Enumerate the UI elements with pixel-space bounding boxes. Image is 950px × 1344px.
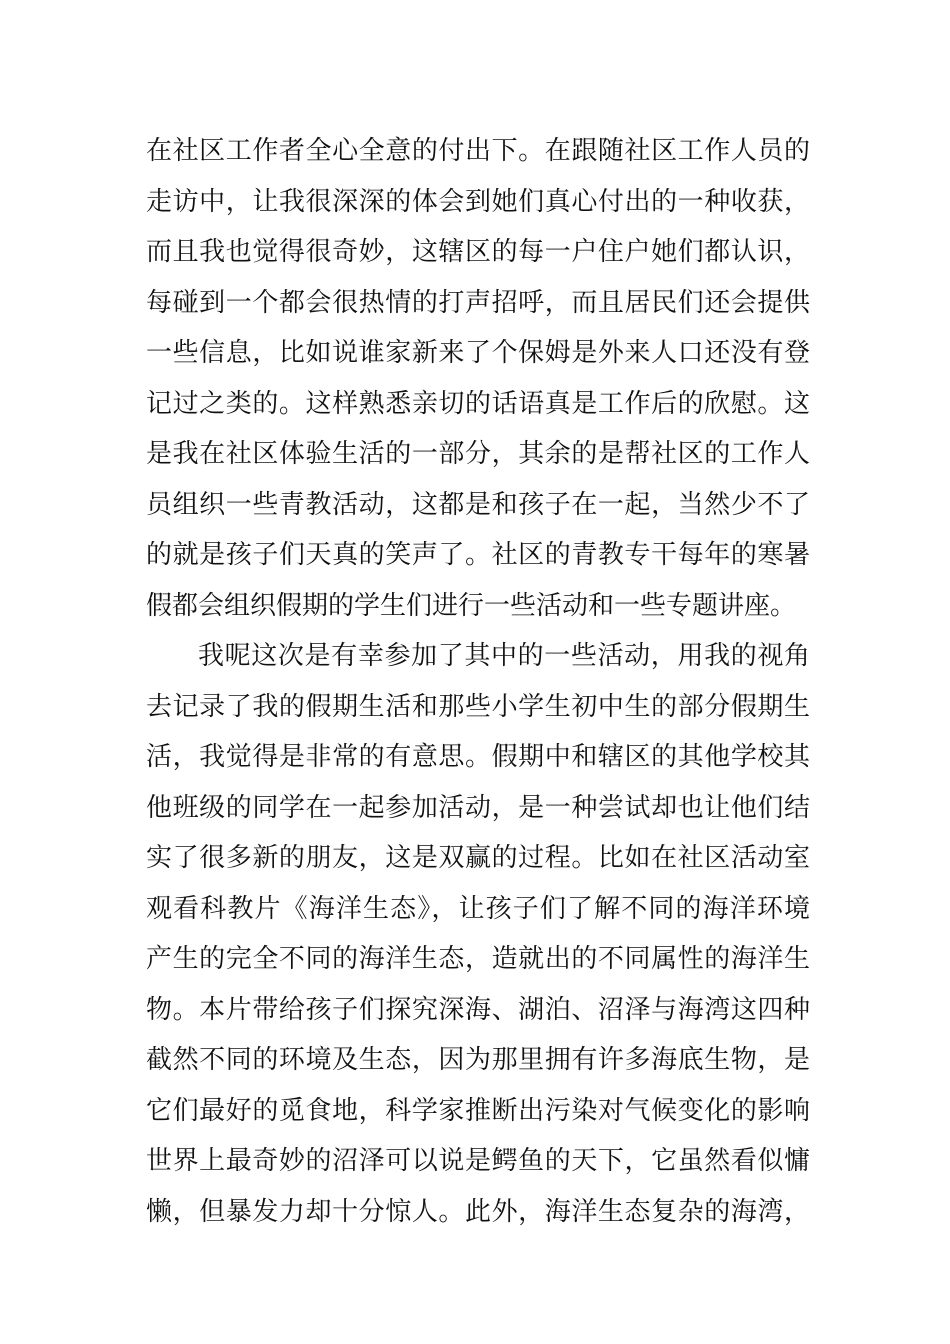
text-line: 世界上最奇妙的沼泽可以说是鳄鱼的天下，它虽然看似慵 [146, 1146, 810, 1176]
text-line: 员组织一些青教活动，这都是和孩子在一起，当然少不了 [146, 489, 810, 520]
text-line: 去记录了我的假期生活和那些小学生初中生的部分假期生 [146, 691, 810, 722]
text-line: 产生的完全不同的海洋生态，造就出的不同属性的海洋生 [146, 944, 810, 974]
text-line: 我呢这次是有幸参加了其中的一些活动，用我的视角 [198, 641, 810, 671]
text-line: 在社区工作者全心全意的付出下。在跟随社区工作人员的 [146, 136, 810, 166]
text-line: 他班级的同学在一起参加活动，是一种尝试却也让他们结 [146, 792, 810, 823]
text-line: 它们最好的觅食地，科学家推断出污染对气候变化的影响 [146, 1095, 810, 1126]
text-line: 假都会组织假期的学生们进行一些活动和一些专题讲座。 [146, 590, 797, 621]
text-line: 观看科教片《海洋生态》，让孩子们了解不同的海洋环境 [146, 893, 810, 924]
text-line: 而且我也觉得很奇妙，这辖区的每一户住户她们都认识， [146, 237, 810, 267]
text-line: 懒，但暴发力却十分惊人。此外，海洋生态复杂的海湾， [146, 1196, 810, 1227]
text-line: 走访中，让我很深深的体会到她们真心付出的一种收获， [146, 186, 810, 217]
text-line: 记过之类的。这样熟悉亲切的话语真是工作后的欣慰。这 [146, 388, 810, 419]
paragraph-1 [146, 126, 810, 631]
text-line: 物。本片带给孩子们探究深海、湖泊、沼泽与海湾这四种 [146, 994, 810, 1025]
text-line: 一些信息，比如说谁家新来了个保姆是外来人口还没有登 [146, 338, 810, 368]
text-line: 截然不同的环境及生态，因为那里拥有许多海底生物，是 [146, 1045, 810, 1075]
text-line: 每碰到一个都会很热情的打声招呼，而且居民们还会提供 [146, 287, 810, 318]
paragraph-2 [146, 631, 810, 1237]
text-line: 是我在社区体验生活的一部分，其余的是帮社区的工作人 [146, 439, 810, 469]
body-text [146, 126, 810, 1237]
text-line: 的就是孩子们天真的笑声了。社区的青教专干每年的寒暑 [146, 540, 810, 570]
text-line: 活，我觉得是非常的有意思。假期中和辖区的其他学校其 [146, 742, 810, 772]
text-line: 实了很多新的朋友，这是双赢的过程。比如在社区活动室 [146, 843, 810, 873]
